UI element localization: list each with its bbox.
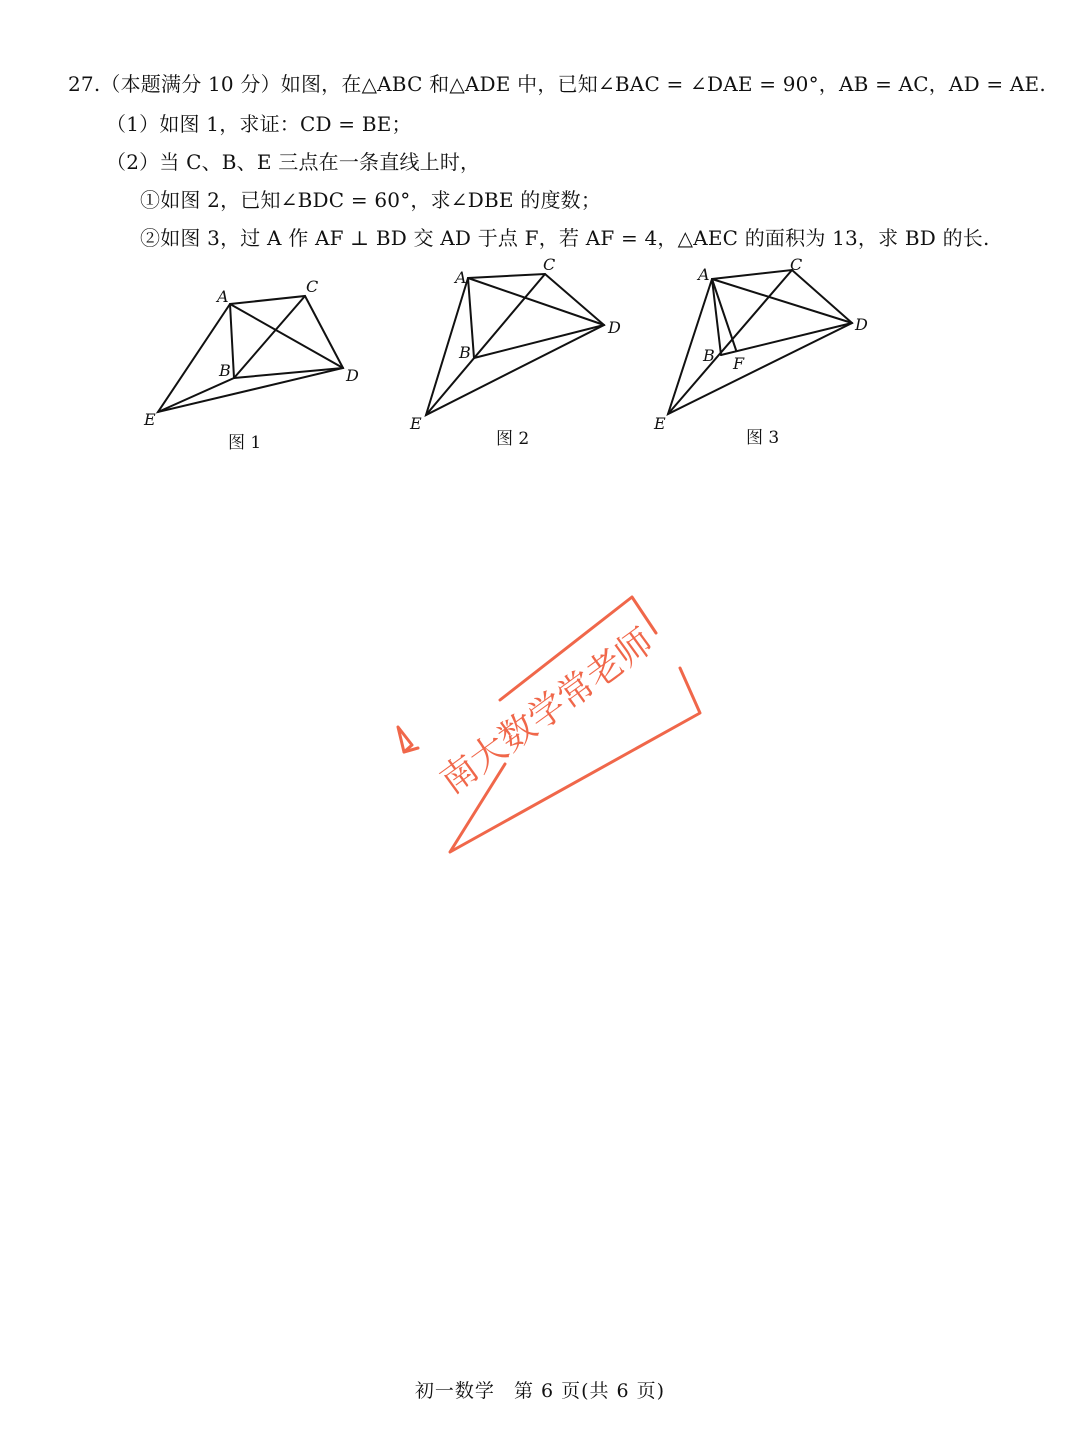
question-part-2-sub-2: ②如图 3，过 A 作 AF ⊥ BD 交 AD 于点 F，若 AF = 4，△AEC 的面积为 13，求 BD 的长. xyxy=(140,226,990,250)
page-footer xyxy=(0,1376,1080,1403)
watermark-text: 南大数学常老师 xyxy=(433,620,662,803)
footer-page-number: 第 6 页(共 6 页) xyxy=(513,1380,666,1402)
question-part-1: （1）如图 1，求证：CD = BE； xyxy=(106,112,412,136)
fig2-label-b: B xyxy=(459,343,471,362)
fig1-label-a: A xyxy=(217,287,229,306)
fig2-label-a: A xyxy=(455,268,467,287)
fig2-label-e: E xyxy=(410,414,422,433)
fig3-label-c: C xyxy=(790,255,803,274)
fig1-label-e: E xyxy=(144,410,156,429)
fig3-label-b: B xyxy=(703,346,715,365)
fig3-caption: 图 3 xyxy=(746,428,780,448)
fig1-label-d: D xyxy=(346,366,359,385)
question-part-2-sub-1: ①如图 2，已知∠BDC = 60°，求∠DBE 的度数； xyxy=(140,188,602,212)
fig1-label-c: C xyxy=(306,277,319,296)
fig3-label-d: D xyxy=(855,315,868,334)
fig3-label-f: F xyxy=(733,354,745,373)
question-part-2: （2）当 C、B、E 三点在一条直线上时， xyxy=(106,150,481,174)
footer-subject: 初一数学 xyxy=(414,1380,495,1402)
fig2-label-d: D xyxy=(608,318,621,337)
question-stem: 27.（本题满分 10 分）如图，在△ABC 和△ADE 中，已知∠BAC = ∠DAE = 90°，AB = AC，AD = AE. xyxy=(68,72,1046,96)
watermark-mark-icon xyxy=(398,727,412,752)
fig3-label-a: A xyxy=(698,265,710,284)
fig3-label-e: E xyxy=(654,414,666,433)
fig2-label-c: C xyxy=(543,255,556,274)
fig1-label-b: B xyxy=(219,361,231,380)
fig2-caption: 图 2 xyxy=(496,429,530,449)
fig1-caption: 图 1 xyxy=(228,433,262,453)
